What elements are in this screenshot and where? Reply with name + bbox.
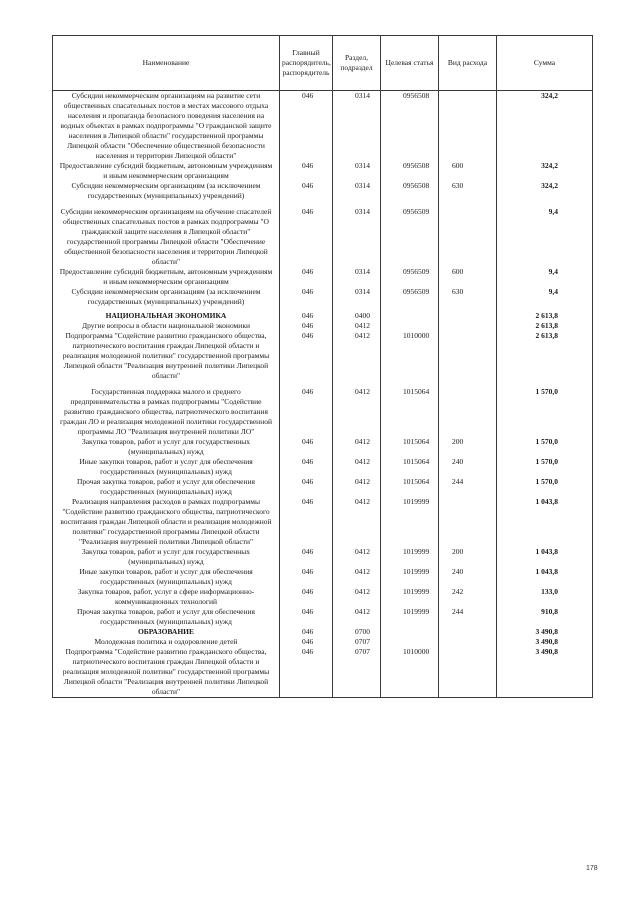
row-name-cell: Субсидии некоммерческим организациям на обучение спасателей общественных спасательных постов в рамках подпрограммы "О гражданской защите населения в Липецкой области" государственной программы Липецкой области "Обеспечение общественной безопасности населения и территории Липецкой области" (53, 207, 280, 267)
row-chief-manager-cell: 046 (280, 637, 333, 647)
row-expense-type-cell: 242 (439, 587, 497, 607)
row-chief-manager-cell: 046 (280, 627, 333, 637)
row-chief-manager-cell: 046 (280, 387, 333, 437)
row-section-cell: 0700 (333, 627, 381, 637)
row-target-item-cell: 0956508 (381, 181, 439, 207)
budget-table (52, 35, 593, 698)
row-chief-manager-cell: 046 (280, 91, 333, 162)
row-name-cell: Подпрограмма "Содействие развитию гражданского общества, патриотического воспитания граждан Липецкой области и реализация молодежной политики" государственной программы Липецкой области "Реализация внутренней политики Липецкой области" (53, 331, 280, 387)
row-expense-type-cell (439, 387, 497, 437)
table-body (53, 91, 593, 698)
row-amount-cell: 9,4 (497, 207, 593, 267)
row-target-item-cell: 1019999 (381, 587, 439, 607)
row-amount-cell: 1 570,0 (497, 457, 593, 477)
row-amount-cell: 9,4 (497, 267, 593, 287)
row-chief-manager-cell: 046 (280, 331, 333, 387)
row-name-cell: Государственная поддержка малого и среднего предпринимательства в рамках подпрограммы "Содействие развитию гражданского общества, патриотического воспитания граждан ЛО и реализация молодежной политики государственной программы ЛО "Реализация внутренней политики ЛО" (53, 387, 280, 437)
row-section-cell: 0412 (333, 607, 381, 627)
table-row (53, 321, 593, 331)
row-section-cell: 0412 (333, 547, 381, 567)
row-target-item-cell: 1019999 (381, 607, 439, 627)
row-amount-cell: 3 490,8 (497, 637, 593, 647)
row-target-item-cell: 1010000 (381, 331, 439, 387)
row-section-cell: 0314 (333, 181, 381, 207)
row-name-cell: НАЦИОНАЛЬНАЯ ЭКОНОМИКА (53, 311, 280, 321)
row-expense-type-cell (439, 311, 497, 321)
row-target-item-cell: 1019999 (381, 497, 439, 547)
row-amount-cell: 324,2 (497, 161, 593, 181)
row-name-cell: Прочая закупка товаров, работ и услуг для обеспечения государственных (муниципальных) нужд (53, 477, 280, 497)
row-amount-cell: 2 613,8 (497, 321, 593, 331)
row-amount-cell: 324,2 (497, 91, 593, 162)
row-name-cell: Закупка товаров, работ и услуг для государственных (муниципальных) нужд (53, 547, 280, 567)
row-chief-manager-cell: 046 (280, 267, 333, 287)
row-section-cell: 0314 (333, 287, 381, 311)
row-name-cell: Предоставление субсидий бюджетным, автономным учреждениям и иным некоммерческим организациям (53, 161, 280, 181)
row-chief-manager-cell: 046 (280, 607, 333, 627)
row-expense-type-cell (439, 207, 497, 267)
row-name-cell: Иные закупки товаров, работ и услуг для обеспечения государственных (муниципальных) нужд (53, 457, 280, 477)
row-chief-manager-cell: 046 (280, 161, 333, 181)
row-expense-type-cell: 244 (439, 477, 497, 497)
row-section-cell: 0314 (333, 161, 381, 181)
row-target-item-cell (381, 637, 439, 647)
column-header-chief-manager: Главный распорядитель, распорядитель (280, 36, 333, 91)
row-name-cell: Подпрограмма "Содействие развитию гражданского общества, патриотического воспитания граждан Липецкой области и реализация молодежной политики" государственной программы Липецкой области "Реализация внутренней политики Липецкой области" (53, 647, 280, 698)
row-section-cell: 0314 (333, 91, 381, 162)
row-expense-type-cell: 240 (439, 567, 497, 587)
row-section-cell: 0412 (333, 321, 381, 331)
row-amount-cell: 1 043,8 (497, 567, 593, 587)
row-expense-type-cell: 630 (439, 287, 497, 311)
row-target-item-cell: 0956509 (381, 287, 439, 311)
table-row (53, 91, 593, 162)
row-section-cell: 0412 (333, 477, 381, 497)
row-target-item-cell (381, 627, 439, 637)
row-chief-manager-cell: 046 (280, 497, 333, 547)
row-expense-type-cell (439, 647, 497, 698)
column-header-amount: Сумма (497, 36, 593, 91)
row-expense-type-cell: 200 (439, 437, 497, 457)
row-target-item-cell: 0956508 (381, 91, 439, 162)
row-section-cell: 0412 (333, 457, 381, 477)
table-row (53, 477, 593, 497)
row-expense-type-cell (439, 91, 497, 162)
table-row (53, 547, 593, 567)
row-section-cell: 0412 (333, 497, 381, 547)
table-row (53, 627, 593, 637)
row-target-item-cell (381, 311, 439, 321)
table-row (53, 457, 593, 477)
row-section-cell: 0412 (333, 567, 381, 587)
table-row (53, 311, 593, 321)
row-chief-manager-cell: 046 (280, 647, 333, 698)
row-amount-cell: 3 490,8 (497, 647, 593, 698)
row-name-cell: Прочая закупка товаров, работ и услуг для обеспечения государственных (муниципальных) нужд (53, 607, 280, 627)
table-row (53, 647, 593, 698)
row-name-cell: Молодежная политика и оздоровление детей (53, 637, 280, 647)
row-name-cell: Субсидии некоммерческим организациям на развитие сети общественных спасательных постов в местах массового отдыха населения и пропаганда безопасного поведения населения на водных объектах в рамках подпрограммы "О гражданской защите населения в Липецкой области" государственной программы Липецкой области "Обеспечение общественной безопасности населения и территории Липецкой области" (53, 91, 280, 162)
row-amount-cell: 910,8 (497, 607, 593, 627)
row-section-cell: 0314 (333, 207, 381, 267)
row-name-cell: Реализация направления расходов в рамках подпрограммы "Содействие развитию гражданского общества, патриотического воспитания граждан Липецкой области и реализация молодежной политики" государственной программы Липецкой области "Реализация внутренней политики Липецкой области" (53, 497, 280, 547)
row-expense-type-cell: 600 (439, 267, 497, 287)
row-amount-cell: 3 490,8 (497, 627, 593, 637)
row-amount-cell: 1 043,8 (497, 497, 593, 547)
row-target-item-cell: 1015064 (381, 437, 439, 457)
row-expense-type-cell: 200 (439, 547, 497, 567)
row-target-item-cell: 1010000 (381, 647, 439, 698)
row-section-cell: 0314 (333, 267, 381, 287)
row-name-cell: Закупка товаров, работ и услуг для государственных (муниципальных) нужд (53, 437, 280, 457)
row-chief-manager-cell: 046 (280, 587, 333, 607)
row-amount-cell: 2 613,8 (497, 311, 593, 321)
page-number: 178 (586, 865, 598, 872)
table-row (53, 637, 593, 647)
table-row (53, 207, 593, 267)
row-chief-manager-cell: 046 (280, 457, 333, 477)
table-row (53, 267, 593, 287)
column-header-name: Наименование (53, 36, 280, 91)
row-target-item-cell: 1015064 (381, 477, 439, 497)
row-chief-manager-cell: 046 (280, 567, 333, 587)
row-amount-cell: 1 043,8 (497, 547, 593, 567)
row-target-item-cell: 1019999 (381, 567, 439, 587)
row-chief-manager-cell: 046 (280, 437, 333, 457)
table-row (53, 181, 593, 207)
column-header-target-item: Целевая статья (381, 36, 439, 91)
row-name-cell: Предоставление субсидий бюджетным, автономным учреждениям и иным некоммерческим организациям (53, 267, 280, 287)
row-section-cell: 0412 (333, 437, 381, 457)
row-target-item-cell: 1019999 (381, 547, 439, 567)
row-name-cell: Субсидии некоммерческим организациям (за исключением государственных (муниципальных) учреждений) (53, 181, 280, 207)
row-expense-type-cell (439, 637, 497, 647)
row-expense-type-cell (439, 627, 497, 637)
row-target-item-cell: 0956509 (381, 207, 439, 267)
row-amount-cell: 9,4 (497, 287, 593, 311)
column-header-expense-type: Вид расхода (439, 36, 497, 91)
row-target-item-cell: 0956509 (381, 267, 439, 287)
row-name-cell: Иные закупки товаров, работ и услуг для обеспечения государственных (муниципальных) нужд (53, 567, 280, 587)
row-section-cell: 0412 (333, 331, 381, 387)
row-amount-cell: 324,2 (497, 181, 593, 207)
row-amount-cell: 1 570,0 (497, 387, 593, 437)
row-amount-cell: 2 613,8 (497, 331, 593, 387)
row-amount-cell: 133,0 (497, 587, 593, 607)
row-chief-manager-cell: 046 (280, 311, 333, 321)
row-expense-type-cell: 240 (439, 457, 497, 477)
row-amount-cell: 1 570,0 (497, 477, 593, 497)
row-target-item-cell: 1015064 (381, 387, 439, 437)
row-name-cell: Другие вопросы в области национальной экономики (53, 321, 280, 331)
table-row (53, 287, 593, 311)
table-row (53, 607, 593, 627)
row-expense-type-cell: 244 (439, 607, 497, 627)
row-section-cell: 0412 (333, 387, 381, 437)
row-name-cell: Закупка товаров, работ, услуг в сфере информационно-коммуникационных технологий (53, 587, 280, 607)
row-target-item-cell: 1015064 (381, 457, 439, 477)
table-row (53, 331, 593, 387)
row-section-cell: 0412 (333, 587, 381, 607)
column-header-section: Раздел, подраздел (333, 36, 381, 91)
row-expense-type-cell: 600 (439, 161, 497, 181)
row-section-cell: 0400 (333, 311, 381, 321)
table-row (53, 567, 593, 587)
table-row (53, 497, 593, 547)
row-amount-cell: 1 570,0 (497, 437, 593, 457)
row-chief-manager-cell: 046 (280, 181, 333, 207)
row-section-cell: 0707 (333, 637, 381, 647)
table-row (53, 387, 593, 437)
table-header (53, 36, 593, 91)
row-target-item-cell (381, 321, 439, 331)
row-target-item-cell: 0956508 (381, 161, 439, 181)
row-name-cell: ОБРАЗОВАНИЕ (53, 627, 280, 637)
row-chief-manager-cell: 046 (280, 477, 333, 497)
table-row (53, 161, 593, 181)
row-name-cell: Субсидии некоммерческим организациям (за исключением государственных (муниципальных) учреждений) (53, 287, 280, 311)
table-row (53, 437, 593, 457)
row-chief-manager-cell: 046 (280, 287, 333, 311)
row-expense-type-cell: 630 (439, 181, 497, 207)
row-expense-type-cell (439, 331, 497, 387)
row-expense-type-cell (439, 321, 497, 331)
row-expense-type-cell (439, 497, 497, 547)
row-section-cell: 0707 (333, 647, 381, 698)
row-chief-manager-cell: 046 (280, 207, 333, 267)
row-chief-manager-cell: 046 (280, 321, 333, 331)
table-row (53, 587, 593, 607)
row-chief-manager-cell: 046 (280, 547, 333, 567)
